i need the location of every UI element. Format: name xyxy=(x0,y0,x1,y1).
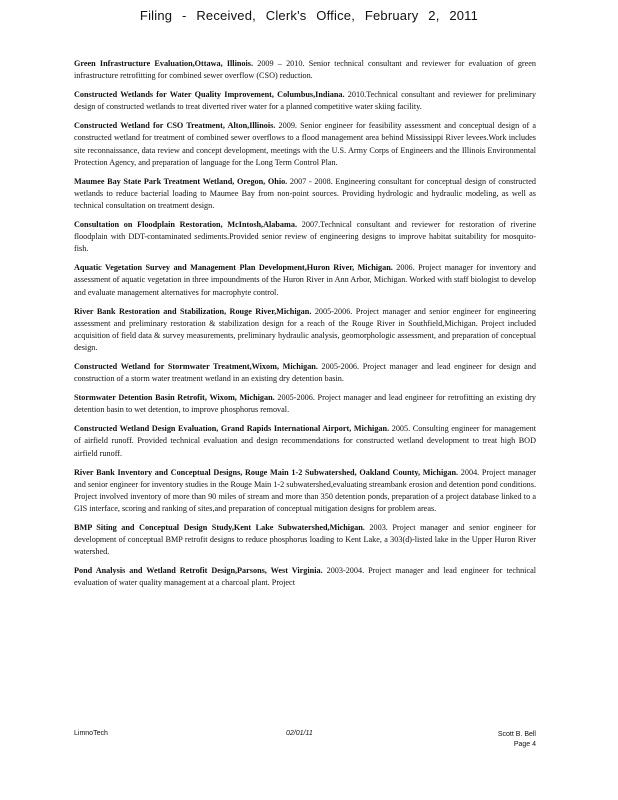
project-entry xyxy=(74,219,536,255)
project-entry-body: 2009. Senior engineer for feasibility assessment and conceptual design of a constructed wetland for treatment of combined sewer overflows to a flood management area behind Mississippi River levees.Work includes site reconnaissance, data review and concept development, meetings with the U.S. Army Corps of Engineers and the Illinois Environmental Protection Agency, and preparation of language for the Long Term Control Plan. xyxy=(74,121,536,167)
project-entry-body: 2005-2006. Project manager and lead engineer for design and construction of a storm water treatment wetland in an existing dry detention basin. xyxy=(74,361,536,384)
project-entry-body: 2005-2006. Project manager and senior engineer for engineering assessment and preliminary restoration & stabilization design for a reach of the Rouge River in Southfield,Michigan. Project included acquisition of field data & survey measurements, preliminary hydraulic analysis, geomorphologic assessment, and preparation of conceptual design. xyxy=(74,306,536,352)
project-entry xyxy=(74,262,536,298)
project-entry-body: 2003-2004. Project manager and lead engineer for technical evaluation of water quality management at a charcoal plant. Project xyxy=(74,566,537,588)
project-entry-body: 2004. Project manager and senior engineer for inventory studies in the Rouge Main 1-2 subwatershed,evaluating streambank erosion and detention pond conditions. Project involved inventory of more than 90 miles of stream and more than 350 detention ponds, preparation of a project database linked to a GIS interface, scoring and ranking of sites,and preparation of conceptual mitigation designs for problem areas. xyxy=(74,467,537,513)
project-entry-body: 2010.Technical consultant and reviewer for preliminary design of constructed wetlands to treat diverted river water for a planned competitive water skiing facility. xyxy=(74,90,536,112)
project-entry-title: Green Infrastructure Evaluation,Ottawa, Illinois. xyxy=(74,59,254,68)
footer-date: 02/01/11 xyxy=(286,730,313,737)
project-entry-title: Constructed Wetland Design Evaluation, Grand Rapids International Airport, Michigan. xyxy=(74,424,390,434)
project-entry xyxy=(74,306,536,354)
filing-header: Filing - Received, Clerk's Office, February 2, 2011 xyxy=(139,8,479,23)
project-entry-body: 2005. Consulting engineer for management of airfield runoff. Provided technical evaluation and design recommendations for constructed wetland development to treat high BOD airfield runoff. xyxy=(74,424,536,458)
project-entry-title: Constructed Wetland for CSO Treatment, Alton,Illinois. xyxy=(74,121,276,131)
project-entry xyxy=(74,467,536,515)
footer-company: LimnoTech xyxy=(74,730,108,737)
project-entry-body: 2003. Project manager and senior engineer for development of conceptual BMP retrofit designs to reduce phosphorus loading to Kent Lake, a 303(d)-listed lake in the Upper Huron River watershed. xyxy=(74,523,536,557)
project-entry xyxy=(74,565,536,589)
project-entry-title: Constructed Wetlands for Water Quality Improvement, Columbus,Indiana. xyxy=(74,90,345,100)
project-entry-title: River Bank Restoration and Stabilization, Rouge River,Michigan. xyxy=(74,306,312,316)
project-entry xyxy=(74,392,536,416)
project-entry-body: 2007 - 2008. Engineering consultant for conceptual design of constructed wetlands to reduce bacterial loading to Maumee Bay from non-point sources. Providing hydrologic and hydraulic modeling, as well as technical consultation on treatment design. xyxy=(74,176,537,210)
page-footer xyxy=(74,730,536,754)
project-entry xyxy=(74,176,536,212)
project-entry-title: Stormwater Detention Basin Retrofit, Wixom, Michigan. xyxy=(74,393,275,403)
project-entry-body: 2005-2006. Project manager and lead engineer for retrofitting an existing dry detention basin to wet detention, to improve phosphorus removal. xyxy=(74,393,537,415)
project-entry-title: BMP Siting and Conceptual Design Study,Kent Lake Subwatershed,Michigan. xyxy=(74,523,365,532)
project-entry-title: River Bank Inventory and Conceptual Designs, Rouge Main 1-2 Subwatershed, Oakland County, Michigan. xyxy=(74,467,459,477)
project-entry-body: 2007.Technical consultant and reviewer for restoration of riverine floodplain with DDT-contaminated sediments.Provided senior review of engineering designs to improve habitat suitability for mosquito-fish. xyxy=(74,220,536,254)
project-entry-title: Aquatic Vegetation Survey and Management Plan Development,Huron River, Michigan. xyxy=(74,263,393,273)
footer-author: Scott B. Bell xyxy=(497,731,536,738)
project-entries-list xyxy=(74,58,536,596)
project-entry xyxy=(74,120,536,168)
project-entry-title: Constructed Wetland for Stormwater Treatment,Wixom, Michigan. xyxy=(74,361,318,371)
project-entry-body: 2006. Project manager for inventory and assessment of aquatic vegetation in three impoundments of the Huron River in Ann Arbor, Michigan. Worked with staff biologist to develop and evaluate management alternatives for macrophyte control. xyxy=(74,263,536,297)
footer-page-number: Page 4 xyxy=(513,741,536,748)
project-entry xyxy=(74,522,536,558)
project-entry-body: 2009 – 2010. Senior technical consultant and reviewer for evaluation of green infrastructure retrofitting for combined sewer overflow (CSO) reduction. xyxy=(74,59,537,81)
project-entry-title: Maumee Bay State Park Treatment Wetland, Oregon, Ohio. xyxy=(74,176,288,186)
project-entry xyxy=(74,89,536,113)
project-entry xyxy=(74,58,536,82)
project-entry xyxy=(74,423,536,459)
project-entry xyxy=(74,361,536,385)
footer-author-page xyxy=(498,730,536,750)
project-entry-title: Consultation on Floodplain Restoration, McIntosh,Alabama. xyxy=(74,220,297,230)
project-entry-title: Pond Analysis and Wetland Retrofit Design,Parsons, West Virginia. xyxy=(74,566,323,576)
